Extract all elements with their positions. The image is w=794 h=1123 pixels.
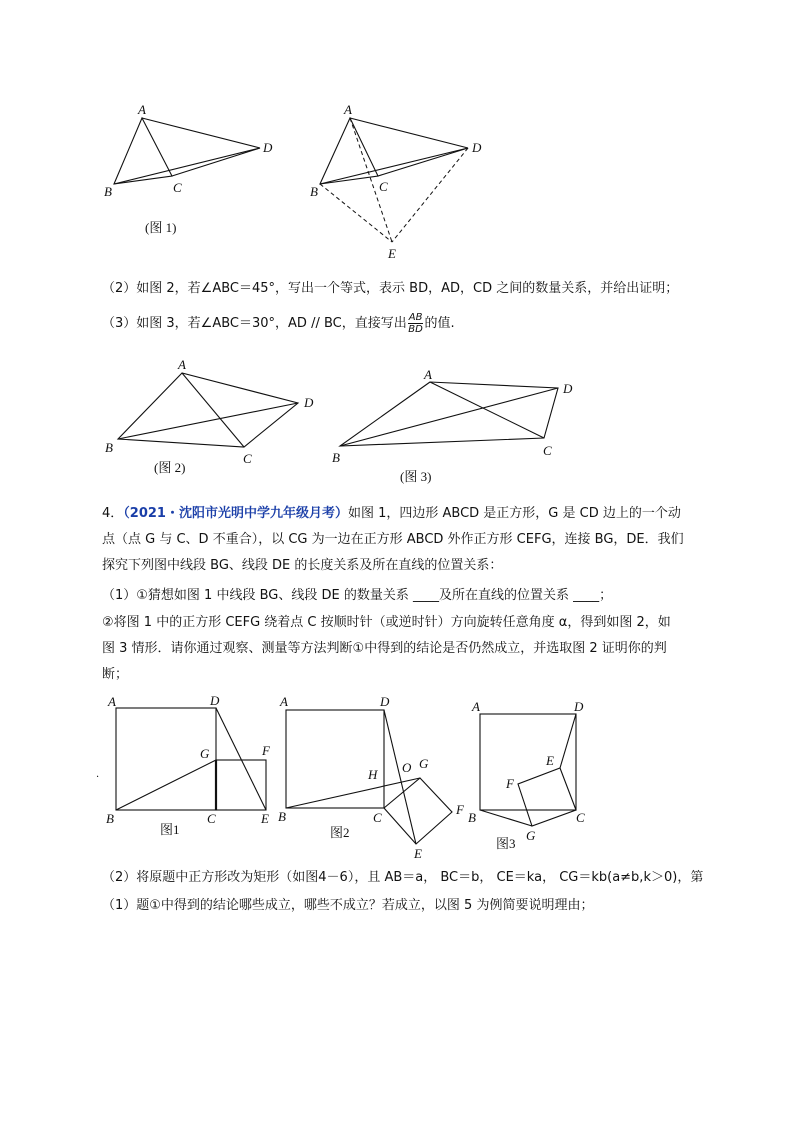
segment-bg xyxy=(480,810,532,826)
problem-4-text-1: 如图 1，四边形 ABCD 是正方形，G 是 CD 边上的一个动 xyxy=(347,506,681,521)
figure-with-e xyxy=(306,100,506,265)
label-a: A xyxy=(280,694,288,709)
segment-bd xyxy=(320,148,468,184)
label-c: C xyxy=(576,810,585,825)
label-a: A xyxy=(108,694,116,709)
square-cefg xyxy=(518,768,576,826)
figure-3-caption: (图 3) xyxy=(400,469,432,484)
segment-cd xyxy=(378,148,468,176)
label-f: F xyxy=(506,776,514,791)
label-o: O xyxy=(402,760,412,775)
problem-4-line-2: 点（点 G 与 C、D 不重合），以 CG 为一边在正方形 ABCD 外作正方形 CEFG，连接 BG，DE．我们 xyxy=(102,532,684,547)
label-f: F xyxy=(262,743,270,758)
label-b: B xyxy=(105,440,113,455)
problem-4-line-5: ②将图 1 中的正方形 CEFG 绕着点 C 按顺时针（或逆时针）方向旋转任意角度 α，得到如图 2，如 xyxy=(102,615,671,630)
square-figure-1-caption: 图1 xyxy=(160,822,180,837)
label-d: D xyxy=(304,395,314,410)
label-e: E xyxy=(388,246,396,261)
segment-bd xyxy=(340,388,558,446)
fraction-numerator: AB xyxy=(408,312,423,323)
label-c: C xyxy=(207,811,216,826)
segment-ad xyxy=(142,118,260,148)
label-c: C xyxy=(373,810,382,825)
label-g: G xyxy=(200,746,210,761)
label-d: D xyxy=(380,694,390,709)
label-b: B xyxy=(278,809,286,824)
segment-ac xyxy=(182,373,244,447)
question-3-suffix: 的值. xyxy=(424,316,455,331)
figure-1-caption: (图 1) xyxy=(145,220,177,235)
fraction-denominator: BD xyxy=(408,324,423,335)
label-c: C xyxy=(379,179,388,194)
label-c: C xyxy=(243,451,252,466)
problem-number: 4． xyxy=(102,506,124,521)
label-d: D xyxy=(563,381,573,396)
label-a: A xyxy=(178,357,186,372)
square-figure-2 xyxy=(276,692,476,867)
figure-3 xyxy=(328,368,588,488)
quad-abcd xyxy=(118,373,298,447)
triangle-abc xyxy=(114,118,172,184)
label-c: C xyxy=(173,180,182,195)
segment-de xyxy=(216,708,266,810)
stray-dot: · xyxy=(96,772,100,783)
segment-de xyxy=(560,714,576,768)
square-cefg xyxy=(216,760,266,810)
problem-4-line-1 xyxy=(102,505,702,522)
segment-bg xyxy=(116,760,216,810)
segment-de xyxy=(392,148,468,242)
segment-bg xyxy=(286,778,420,808)
label-h: H xyxy=(368,767,378,782)
problem-4-line-4: （1）①猜想如图 1 中线段 BG、线段 DE 的数量关系 ____及所在直线的位置关系 ____； xyxy=(102,588,613,603)
square-figure-1 xyxy=(104,692,284,852)
label-d: D xyxy=(210,693,220,708)
part-2-line-1: （2）将原题中正方形改为矩形（如图4－6），且 AB＝a， BC＝b， CE＝ka， CG＝kb(a≠b,k＞0)，第 xyxy=(102,870,704,885)
square-figure-2-caption: 图2 xyxy=(330,825,350,840)
label-a: A xyxy=(344,102,352,117)
part-2-line-2: （1）题①中得到的结论哪些成立，哪些不成立？若成立，以图 5 为例简要说明理由； xyxy=(102,898,594,913)
figure-2 xyxy=(100,355,330,480)
label-d: D xyxy=(263,140,273,155)
label-b: B xyxy=(106,811,114,826)
label-g: G xyxy=(419,756,429,771)
problem-source: （2021・沈阳市光明中学九年级月考） xyxy=(123,506,348,521)
square-figure-3 xyxy=(466,696,606,856)
segment-bd xyxy=(114,148,260,184)
segment-cd xyxy=(172,148,260,176)
question-3-prefix: （3）如图 3，若∠ABC＝30°，AD // BC，直接写出 xyxy=(102,316,407,331)
label-g: G xyxy=(526,828,536,843)
figure-1 xyxy=(100,100,290,240)
fraction-ab-bd xyxy=(408,312,424,335)
label-c: C xyxy=(543,443,552,458)
problem-4-line-3: 探究下列图中线段 BG、线段 DE 的长度关系及所在直线的位置关系： xyxy=(102,558,503,573)
label-e: E xyxy=(546,753,554,768)
label-d: D xyxy=(574,699,584,714)
square-cefg xyxy=(384,778,452,844)
label-e: E xyxy=(261,811,269,826)
segment-de xyxy=(384,710,416,844)
label-a: A xyxy=(138,102,146,117)
question-3 xyxy=(102,312,702,335)
segment-ad xyxy=(350,118,468,148)
problem-4-line-6: 图 3 情形．请你通过观察、测量等方法判断①中得到的结论是否仍然成立，并选取图 2 证明你的判 xyxy=(102,641,667,656)
label-e: E xyxy=(414,846,422,861)
label-a: A xyxy=(424,367,432,382)
label-d: D xyxy=(472,140,482,155)
square-figure-3-caption: 图3 xyxy=(496,836,516,851)
label-b: B xyxy=(332,450,340,465)
label-b: B xyxy=(310,184,318,199)
label-b: B xyxy=(104,184,112,199)
label-b: B xyxy=(468,810,476,825)
problem-4-line-7: 断； xyxy=(102,667,129,682)
label-a: A xyxy=(472,699,480,714)
label-f: F xyxy=(456,802,464,817)
segment-ac xyxy=(430,382,544,438)
figure-2-caption: (图 2) xyxy=(154,460,186,475)
segment-bd xyxy=(118,403,298,439)
question-2: （2）如图 2，若∠ABC＝45°，写出一个等式，表示 BD，AD，CD 之间的数量关系，并给出证明； xyxy=(102,281,679,296)
square-abcd xyxy=(286,710,384,808)
